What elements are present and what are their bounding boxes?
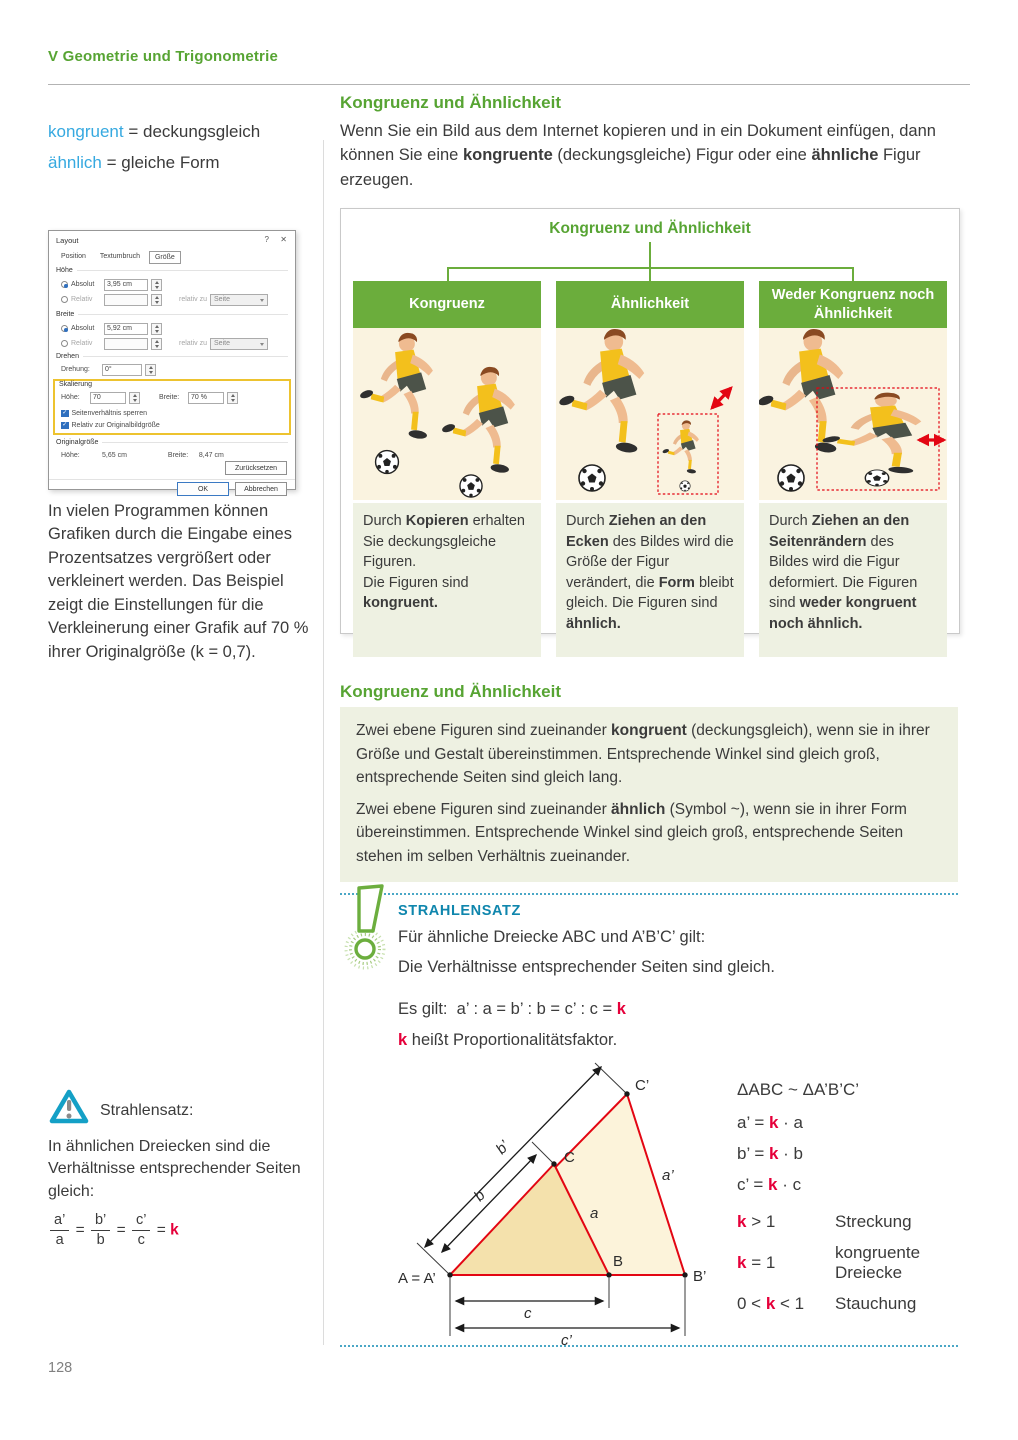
margin-note-title: Strahlensatz: [100,1101,194,1119]
label-c-prime: c’ [561,1332,572,1346]
skal-breite-input[interactable] [188,392,224,404]
label-c: c [524,1305,532,1322]
close-icon[interactable]: ✕ [280,235,287,244]
checkbox-originalbildgroesse[interactable]: ✓ [62,421,68,428]
column-header: Weder Kongruenz noch Ähnlichkeit [759,281,947,328]
breite-relativ-input[interactable] [104,338,148,350]
tab-position[interactable]: Position [61,253,86,260]
strahlensatz-line1: Für ähnliche Dreiecke ABC und A’B’C’ gilt: [398,928,706,946]
column-header: Kongruenz [353,281,541,328]
glossary-term-kongruent: kongruent = deckungsgleich [48,122,261,141]
label-A: A = A’ [398,1270,436,1287]
strahlensatz-line2: Die Verhältnisse entsprechender Seiten sind gleich. [398,958,775,976]
group-label-hoehe: Höhe [56,267,73,274]
header-rule [48,84,970,85]
margin-note [48,1088,323,1248]
group-label-originalgroesse: Originalgröße [56,439,99,446]
warning-triangle-icon [48,1088,90,1134]
column-caption: Durch Ziehen an den Ecken des Bildes wird die Größe der Figur verändert, die Form bleibt gleich. Die Figuren sind ähnlich. [556,503,744,657]
strahlensatz-formula: Es gilt: a’ : a = b’ : b = c’ : c = k [398,1000,626,1018]
section-heading-2: Kongruenz und Ähnlichkeit [340,682,561,701]
radio-label-relativ: Relativ [71,296,93,303]
figure-column-aehnlichkeit [556,281,744,657]
label-a-prime: a’ [662,1167,674,1184]
skal-hoehe-spinner[interactable] [129,392,140,404]
similarity-formulas [737,1080,945,1314]
drehung-spinner[interactable] [145,364,156,376]
help-icon[interactable]: ? [264,235,269,244]
definition-box [340,707,958,882]
tree-line [649,242,651,267]
k-symbol: k [170,1221,179,1239]
hoehe-absolut-input[interactable] [104,279,148,291]
breite-relativ-spinner[interactable] [151,338,162,350]
dialog-title: Layout [56,236,79,245]
label-b-prime: b’ [492,1137,513,1158]
column-header: Ähnlichkeit [556,281,744,328]
margin-note-formula: $\frac{a’}{a}$ = $\frac{b’}{b}$ = $\frac{c’}{c}$ = k [48,1212,323,1248]
radio-label-relativ-b: Relativ [71,340,93,347]
label-orig-hoehe: Höhe: [61,452,80,459]
breite-absolut-spinner[interactable] [151,323,162,335]
case-condition: k > 1 [737,1212,776,1231]
formula-b: b’ = k · b [737,1144,804,1163]
skal-hoehe-input[interactable] [90,392,126,404]
column-divider [323,140,324,1345]
exclamation-icon [342,884,390,977]
figure-column-kongruenz [353,281,541,657]
radio-hoehe-absolut[interactable] [61,281,68,288]
case-condition: 0 < k < 1 [737,1294,805,1313]
breite-absolut-input[interactable] [104,323,148,335]
reset-button[interactable]: Zurücksetzen [225,461,287,475]
column-caption: Durch Ziehen an den Seitenrändern des Bildes wird die Figur deformiert. Die Figuren sind weder kongruent noch ähnlich. [759,503,947,657]
label-C-prime: C’ [635,1077,650,1094]
hoehe-relativ-spinner[interactable] [151,294,162,306]
checkbox-label-seitenverhaeltnis: Seitenverhältnis sperren [71,410,147,417]
label-relativ-zu-b: relativ zu [179,340,208,347]
definition-paragraph-aehnlich: Zwei ebene Figuren sind zueinander ähnlich (Symbol ~), wenn sie in ihrer Form übereinstimmen. Entsprechende Winkel sind gleich groß, entsprechende Seiten stehen im selben Verhältnis zueinander. [356,800,907,865]
label-skal-breite: Breite: [159,394,180,401]
strahlensatz-note: k heißt Proportionalitätsfaktor. [398,1031,618,1049]
radio-breite-relativ[interactable] [61,340,68,347]
figure-column-weder-noch [759,281,947,657]
label-skal-hoehe: Höhe: [61,394,80,401]
breite-relativ-zu-select[interactable]: Seite [210,338,268,350]
hoehe-relativ-zu-select[interactable]: Seite [210,294,268,306]
layout-dialog [48,230,296,493]
case-label: Streckung [835,1212,912,1231]
glossary-term-aehnlich: ähnlich = gleiche Form [48,153,220,173]
drehung-input[interactable] [102,364,142,376]
radio-label-absolut-b: Absolut [71,325,95,332]
ok-button[interactable]: OK [177,482,229,496]
skal-breite-spinner[interactable] [227,392,238,404]
strahlensatz-heading: STRAHLENSATZ [398,903,521,919]
label-orig-breite: Breite: [167,452,189,459]
column-illustration [556,328,744,500]
chapter-heading: V Geometrie und Trigonometrie [48,48,279,65]
tree-line [649,267,651,281]
figure-box [340,208,960,634]
group-label-drehen: Drehen [56,353,79,360]
column-caption: Durch Kopieren erhalten Sie deckungsgleiche Figuren. Die Figuren sind kongruent. [353,503,541,657]
section-heading-1: Kongruenz und Ähnlichkeit [340,93,561,112]
label-relativ-zu: relativ zu [179,296,208,303]
tree-line [447,267,854,269]
tab-groesse[interactable]: Größe [149,251,181,264]
similarity-statement: ΔABC ~ ΔA’B’C’ [737,1080,860,1099]
intro-paragraph: Wenn Sie ein Bild aus dem Internet kopieren und in ein Dokument einfügen, dann können Sie eine kongruente (deckungsgleiche) Figur oder eine ähnliche Figur erzeugen. [340,122,936,189]
label-b: b [470,1186,489,1205]
formula-c: c’ = k · c [737,1175,802,1194]
hoehe-relativ-input[interactable] [104,294,148,306]
cancel-button[interactable]: Abbrechen [235,482,287,496]
checkbox-label-originalbildgroesse: Relativ zur Originalbildgröße [71,422,160,429]
label-C: C [564,1149,575,1166]
hoehe-absolut-spinner[interactable] [151,279,162,291]
group-label-breite: Breite [56,311,75,318]
dotted-rule-top [340,893,958,895]
tree-line [447,267,449,281]
case-label: Stauchung [835,1294,917,1313]
similar-triangles-diagram [392,1056,737,1351]
dialog-tabs [56,251,181,264]
radio-breite-absolut[interactable] [61,325,68,332]
case-condition: k = 1 [737,1253,776,1272]
page-number: 128 [48,1360,73,1376]
checkbox-seitenverhaeltnis[interactable]: ✓ [62,409,68,416]
formula-a: a’ = k · a [737,1113,804,1132]
label-drehung: Drehung: [61,366,90,373]
column-illustration [353,328,541,500]
figure-title: Kongruenz und Ähnlichkeit [549,220,751,237]
resize-diagonal-arrow-icon [712,388,731,408]
column-illustration [759,328,947,500]
radio-label-absolut: Absolut [71,281,95,288]
label-B: B [613,1253,624,1270]
label-a: a [590,1205,599,1222]
k-cases [737,1212,945,1314]
margin-caption: In vielen Programmen können Grafiken durch die Eingabe eines Prozentsatzes vergrößert oder verkleinert werden. Das Beispiel zeigt die Einstellungen für die Verkleinerung einer Grafik auf 70 % ihrer Originalgröße (k = 0,7). [48,502,309,661]
case-label: kongruente Dreiecke [835,1243,921,1282]
tree-line [852,267,854,281]
tab-textumbruch[interactable]: Textumbruch [99,253,140,260]
margin-glossary [48,116,260,179]
orig-breite-value: 8,47 cm [198,452,224,459]
radio-hoehe-relativ[interactable] [61,296,68,303]
group-label-skalierung: Skalierung [59,381,93,388]
label-B-prime: B’ [693,1268,707,1285]
orig-hoehe-value: 5,65 cm [102,452,127,459]
definition-paragraph-kongruent: Zwei ebene Figuren sind zueinander kongruent (deckungsgleich), wenn sie in ihrer Größe und Gestalt übereinstimmen. Entsprechende Winkel sind gleich groß, entsprechende Seiten sind gleich lang. [356,722,930,787]
margin-note-body: In ähnlichen Dreiecken sind die Verhältnisse entsprechender Seiten gleich: [48,1137,301,1201]
